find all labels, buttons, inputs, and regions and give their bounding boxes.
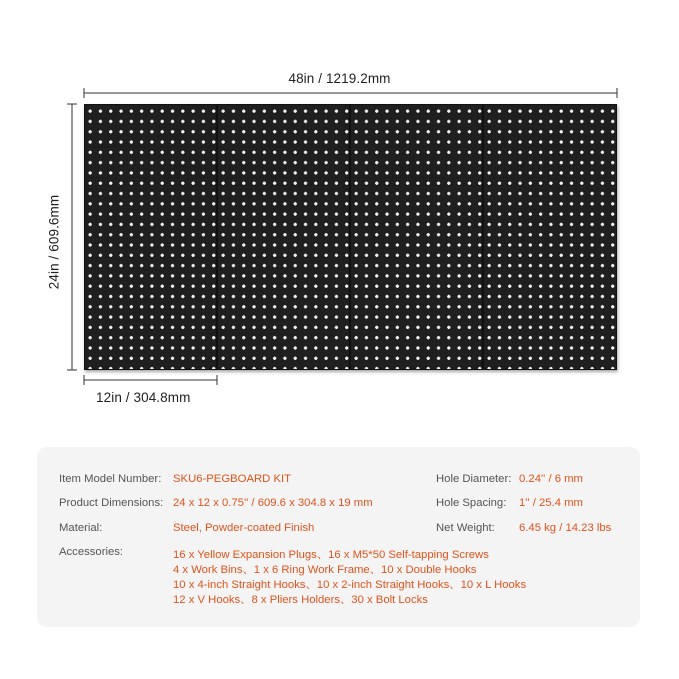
accessories-line: 12 x V Hooks、8 x Pliers Holders、30 x Bolt Locks: [173, 594, 428, 606]
product-dimensions-label: Product Dimensions:: [59, 497, 164, 509]
product-dimensions-value: 24 x 12 x 0.75'' / 609.6 x 304.8 x 19 mm: [173, 497, 373, 509]
hole-spacing-value: 1'' / 25.4 mm: [519, 497, 583, 509]
material-value: Steel, Powder-coated Finish: [173, 522, 315, 534]
pegboard-panel: [483, 104, 617, 370]
model-label: Item Model Number:: [59, 473, 162, 485]
accessories-label: Accessories:: [59, 546, 124, 558]
pegboard-panel: [84, 104, 217, 370]
hole-diameter-value: 0.24'' / 6 mm: [519, 473, 583, 485]
hole-diameter-label: Hole Diameter:: [436, 473, 512, 485]
accessories-line: 10 x 4-inch Straight Hooks、10 x 2-inch Straight Hooks、10 x L Hooks: [173, 579, 527, 591]
panel-width-dimension-label: 12in / 304.8mm: [96, 390, 191, 405]
pegboard-panel: [217, 104, 350, 370]
model-value: SKU6-PEGBOARD KIT: [173, 473, 292, 485]
accessories-line: 4 x Work Bins、1 x 6 Ring Work Frame、10 x Double Hooks: [173, 564, 477, 576]
material-label: Material:: [59, 522, 103, 534]
net-weight-value: 6.45 kg / 14.23 lbs: [519, 522, 612, 534]
pegboard-panel: [350, 104, 483, 370]
hole-spacing-label: Hole Spacing:: [436, 497, 507, 509]
height-dimension-label: 24in / 609.6mm: [46, 194, 62, 290]
width-dimension-label: 48in / 1219.2mm: [288, 71, 391, 86]
pegboard-image: [84, 104, 617, 370]
accessories-line: 16 x Yellow Expansion Plugs、16 x M5*50 Self-tapping Screws: [173, 549, 489, 561]
net-weight-label: Net Weight:: [436, 522, 495, 534]
